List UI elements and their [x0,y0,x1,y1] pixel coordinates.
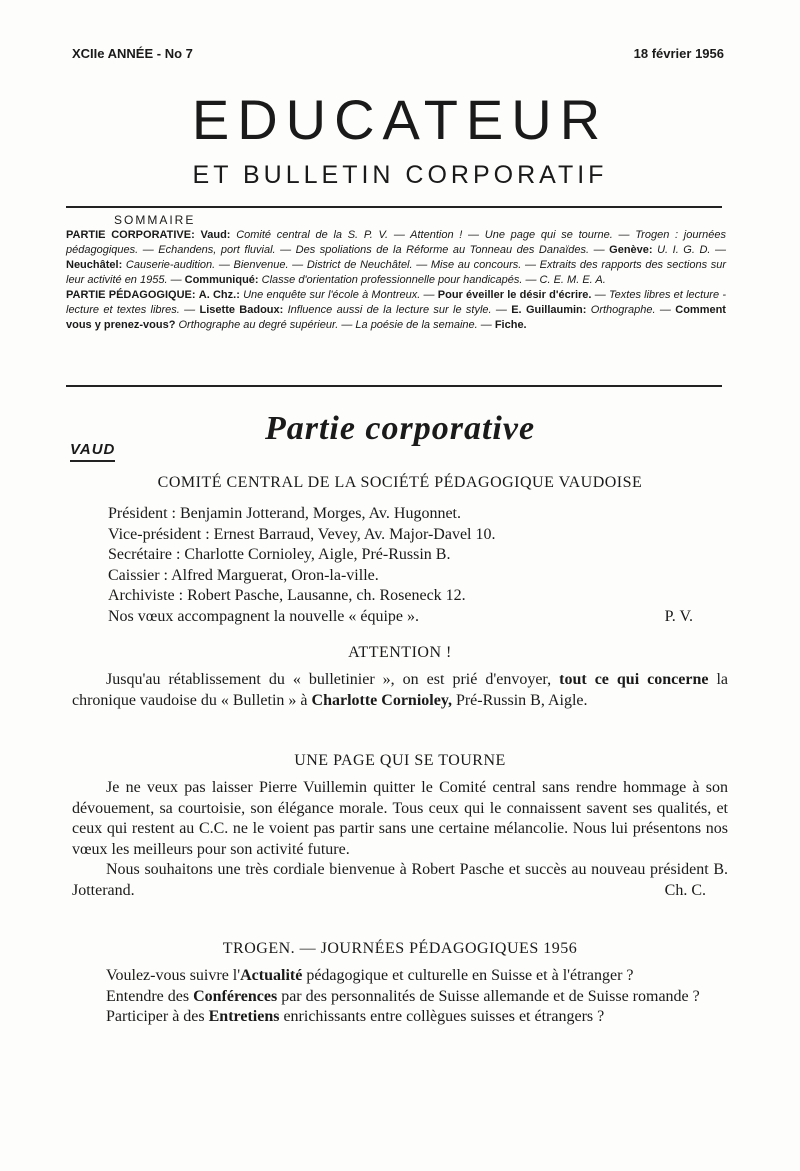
summary-corporative [66,228,726,288]
issue-date: 18 février 1956 [633,46,724,61]
committee-member: Archiviste : Robert Pasche, Lausanne, ch. Roseneck 12. [108,587,466,604]
trogen-heading: TROGEN. — JOURNÉES PÉDAGOGIQUES 1956 [222,940,578,957]
summary-pedagogique [66,288,726,333]
journal-subtitle: ET BULLETIN CORPORATIF [192,161,608,189]
summary-ped-badoux-text: Influence aussi de la lecture sur le style. — [287,304,507,316]
summary-ped-textes: — Textes libres et lecture - lecture et textes libres. — [66,289,726,316]
committee-closing-row [108,607,693,628]
page-tourne-body [72,778,728,901]
summary-corp-communique-text: Classe d'orientation professionnelle pour handicapés. — C. E. M. E. A. [261,274,606,286]
attention-heading: ATTENTION ! [348,644,452,661]
summary-corp-geneve: Genève: [609,244,653,256]
page-tourne-para-2 [72,860,728,901]
page-tourne-para-2-text: Nous souhaitons une très cordiale bienvenue à Robert Pasche et succès au nouveau président B. Jotterand. [72,861,728,899]
trogen-q2-post: par des personnalités de Suisse allemande et de Suisse romande ? [281,987,700,1005]
trogen-question-1 [72,966,728,987]
attention-body [72,670,728,711]
trogen-q3-post: enrichissants entre collègues suisses et étrangers ? [283,1008,605,1025]
summary-ped-comment: Comment vous y prenez-vous? [66,304,726,331]
committee-member: Caissier : Alfred Marguerat, Oron-la-ville. [108,566,379,584]
committee-member: Vice-président : Ernest Barraud, Vevey, Av. Major-Davel 10. [108,525,496,543]
summary-ped-label: PARTIE PÉDAGOGIQUE: [66,289,196,301]
attention-bold-2: Charlotte Cornioley, [311,691,452,709]
summary-bottom-rule [66,385,722,387]
trogen-q1-post: pédagogique et culturelle en Suisse et à l'étranger ? [306,967,634,984]
attention-text-1: Jusqu'au rétablissement du « bulletinier », on est prié d'envoyer, [106,671,552,688]
page-tourne-signature: Ch. C. [664,881,706,899]
trogen-q1-pre: Voulez-vous suivre l' [106,967,241,984]
summary-ped-guillaumin: E. Guillaumin: [511,304,587,316]
trogen-q3-bold: Entretiens [208,1008,280,1025]
committee-list [108,504,693,627]
page-tourne-heading: UNE PAGE QUI SE TOURNE [294,752,506,769]
trogen-question-3 [72,1007,728,1028]
summary-ped-chz: A. Chz.: [198,289,240,301]
summary-top-rule [66,206,722,208]
summary-ped-badoux: Lisette Badoux: [199,304,284,316]
summary-block [66,213,726,333]
summary-ped-guillaumin-text: Orthographe. — [590,304,671,316]
trogen-q1-bold: Actualité [240,967,303,984]
committee-member: Secrétaire : Charlotte Cornioley, Aigle, Pré-Russin B. [108,546,451,563]
summary-corp-vaud: Vaud: [200,229,231,241]
attention-text-2: la chronique vaudoise du « Bulletin » à [72,671,729,709]
trogen-q3-pre: Participer à des [106,1008,205,1025]
section-title: Partie corporative [264,410,536,447]
summary-corp-neuchatel-text: Causerie-audition. — Bienvenue. — District de Neuchâtel. — Mise au concours. — Extraits des rapports des sections sur leur activité en 1955. — [66,259,726,286]
summary-ped-chz-text: Une enquête sur l'école à Montreux. — [243,289,435,301]
trogen-q2-pre: Entendre des [106,987,190,1005]
committee-closing: Nos vœux accompagnent la nouvelle « équipe ». [108,607,420,625]
page-tourne-para-1: Je ne veux pas laisser Pierre Vuillemin quitter le Comité central sans rendre hommage à son dévouement, sa courtoisie, son élégance morale. Tous ceux qui le connaissent savent ses qualités, et ceux qui restent au C.C. ne le voient pas partir sans une certaine mélancolie. Nous lui présentons nos vœux les meilleurs pour son activité future. [72,779,728,858]
summary-corp-label: PARTIE CORPORATIVE: [66,229,195,241]
summary-corp-geneve-text: U. I. G. D. — [657,244,727,256]
trogen-body [72,966,728,1028]
committee-member: Président : Benjamin Jotterand, Morges, Av. Hugonnet. [108,505,461,522]
summary-ped-ortho: Orthographe au degré supérieur. — La poésie de la semaine. — [178,319,492,331]
summary-heading: SOMMAIRE [114,213,196,227]
issue-number: XCIIe ANNÉE - No 7 [72,46,193,61]
trogen-q2-bold: Conférences [193,987,278,1005]
attention-bold-1: tout ce qui concerne [559,671,709,688]
summary-corp-vaud-text: Comité central de la S. P. V. — Attention ! — Une page qui se tourne. — Trogen : journées pédagogiques. — Echandens, port fluvial. — Des spoliations de la Réforme au Tonneau des Danaïdes. — [66,229,727,256]
region-label: VAUD [70,440,115,462]
summary-ped-eveiller: Pour éveiller le désir d'écrire. [437,289,592,301]
trogen-question-2 [72,987,728,1008]
journal-title: EDUCATEUR [191,88,609,151]
summary-corp-neuchatel: Neuchâtel: [66,259,123,271]
summary-ped-fiche: Fiche. [494,319,527,331]
summary-corp-communique: Communiqué: [184,274,259,286]
attention-text-3: Pré-Russin B, Aigle. [455,691,588,709]
comite-heading: COMITÉ CENTRAL DE LA SOCIÉTÉ PÉDAGOGIQUE VAUDOISE [157,474,643,491]
committee-signature: P. V. [664,607,693,625]
